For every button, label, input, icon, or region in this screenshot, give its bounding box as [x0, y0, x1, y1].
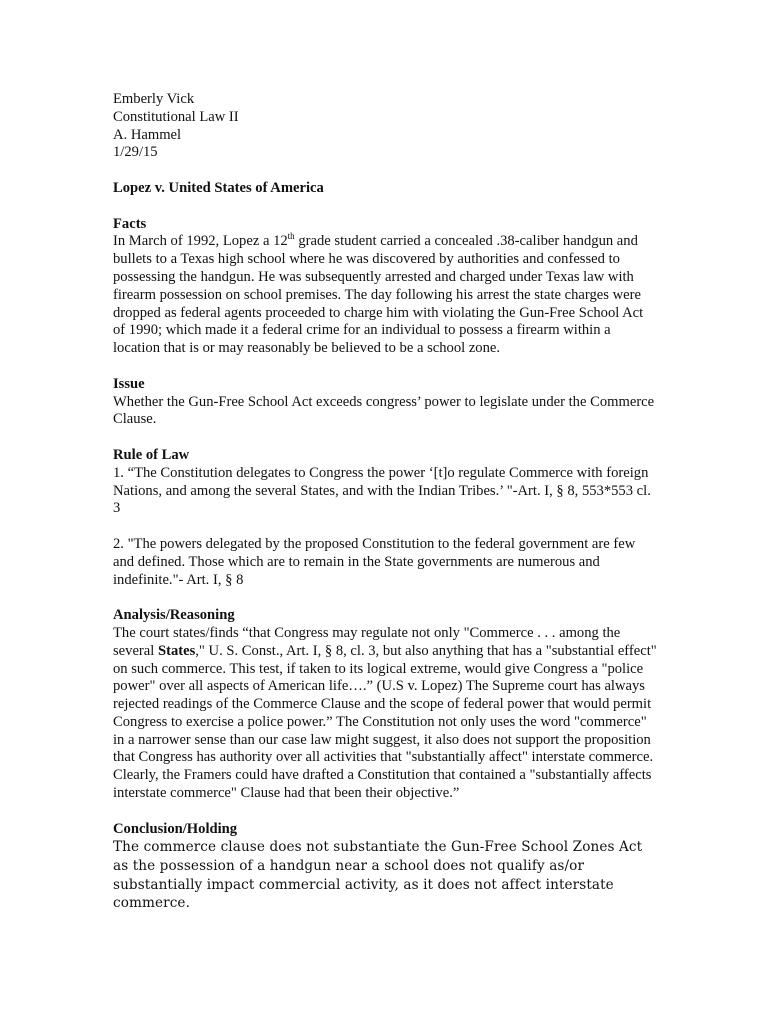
- facts-superscript: th: [287, 231, 295, 242]
- issue-paragraph: Whether the Gun-Free School Act exceeds congress’ power to legislate under the Commerce Clause.: [113, 393, 655, 428]
- header-block: [113, 91, 658, 162]
- rule-1-paragraph: 1. “The Constitution delegates to Congress the power ‘[t]o regulate Commerce with foreign Nations, and among the several States, and with the Indian Tribes.’ "-Art. I, § 8, 553*553 cl. 3: [113, 464, 651, 517]
- document-page: [113, 91, 658, 913]
- author-name: Emberly Vick: [113, 91, 195, 107]
- conclusion-paragraph: The commerce clause does not substantiate the Gun-Free School Zones Act as the possession of a handgun near a school does not qualify as/or substantially impact commercial activity, as it does not affect interstate commerce.: [113, 839, 643, 912]
- facts-heading: Facts: [113, 215, 147, 232]
- rule-of-law-heading: Rule of Law: [113, 446, 190, 463]
- facts-paragraph: [113, 233, 658, 358]
- facts-text-start: In March of 1992, Lopez a 12: [113, 233, 288, 250]
- conclusion-heading: Conclusion/Holding: [113, 820, 238, 837]
- course-name: Constitutional Law II: [113, 108, 239, 125]
- analysis-text-end: ," U. S. Const., Art. I, § 8, cl. 3, but also anything that has a "substantial effect" on such commerce. This test, if taken to its logical extreme, would give Congress a "police power" over all aspects of American life….” (U.S v. Lopez) The Supreme court has always rejected readings of the Commerce Clause and the scope of federal power that would permit Congress to exercise a police power.” The Constitution not only uses the word "commerce" in a narrower sense than our case law might suggest, it also does not support the proposition that Congress has authority over all activities that "substantially affect" interstate commerce. Clearly, the Framers could have drafted a Constitution that contained a "substantially affects interstate commerce" Clause had that been their objective.”: [113, 642, 657, 802]
- analysis-bold-word: States: [157, 642, 196, 659]
- facts-text-end: grade student carried a concealed .38-caliber handgun and bullets to a Texas high school where he was discovered by authorities and confessed to possessing the handgun. He was subsequently arrested and charged under Texas law with firearm possession on school premises. The day following his arrest the state charges were dropped as federal agents proceeded to charge him with violating the Gun-Free School Act of 1990; which made it a federal crime for an individual to possess a firearm within a location that is or may reasonably be believed to be a school zone.: [113, 233, 644, 357]
- issue-heading: Issue: [113, 375, 145, 392]
- instructor-name: A. Hammel: [113, 126, 182, 143]
- document-date: 1/29/15: [113, 144, 158, 161]
- analysis-paragraph: [113, 625, 658, 803]
- rule-2-paragraph: 2. "The powers delegated by the proposed Constitution to the federal government are few and defined. Those which are to remain in the State governments are numerous and indefinite."- Art. I, § 8: [113, 535, 636, 588]
- analysis-text-start: The court states/finds “that Congress may regulate not only "Commerce . . . among the several: [113, 624, 621, 659]
- case-title: Lopez v. United States of America: [113, 179, 324, 196]
- analysis-heading: Analysis/Reasoning: [113, 607, 235, 624]
